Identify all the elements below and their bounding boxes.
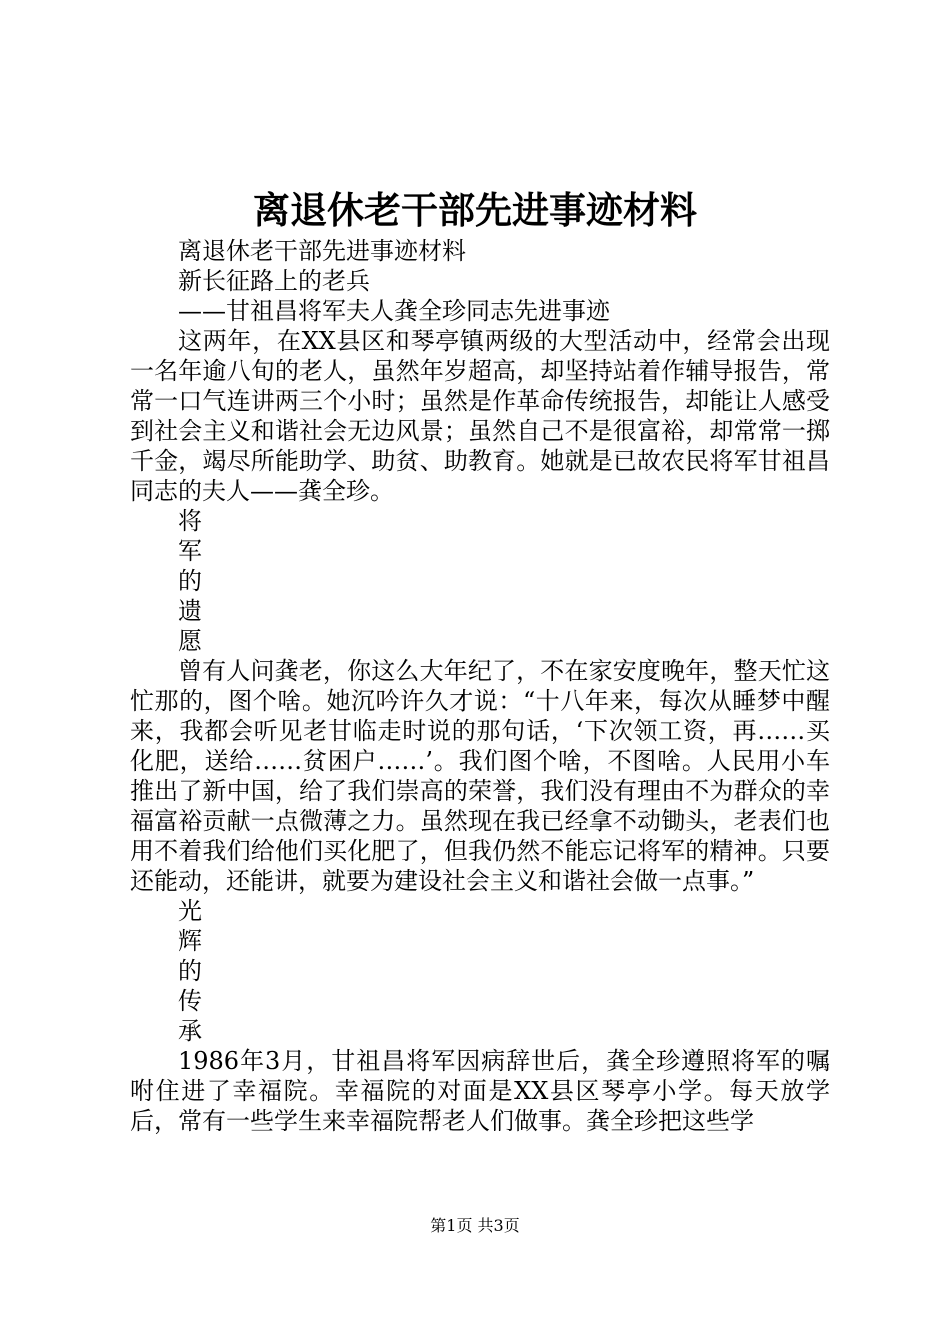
heading-char: 愿 bbox=[178, 627, 202, 655]
document-body bbox=[130, 236, 830, 1136]
paragraph-2: 曾有人问龚老，你这么大年纪了，不在家安度晚年，整天忙这忙那的，图个啥。她沉吟许久才说：“十八年来，每次从睡梦中醒来，我都会听见老甘临走时说的那句话，‘下次领工资，再……买化肥，送给……贫困户……’。我们图个啥，不图啥。人民用小车推出了新中国，给了我们崇高的荣誉，我们没有理由不为群众的幸福富裕贡献一点微薄之力。虽然现在我已经拿不动锄头，老表们也用不着我们给他们买化肥了，但我仍然不能忘记将军的精神。只要还能动，还能讲，就要为建设社会主义和谐社会做一点事。” bbox=[130, 657, 830, 895]
section-heading-inheritance bbox=[130, 896, 830, 1046]
heading-char: 遗 bbox=[178, 597, 202, 625]
heading-char: 的 bbox=[178, 957, 202, 985]
heading-char: 军 bbox=[178, 537, 202, 565]
paragraph-3: 1986年3月，甘祖昌将军因病辞世后，龚全珍遵照将军的嘱咐住进了幸福院。幸福院的对面是XX县区琴亭小学。每天放学后，常有一些学生来幸福院帮老人们做事。龚全珍把这些学 bbox=[130, 1047, 830, 1135]
header-line-2: 新长征路上的老兵 bbox=[178, 267, 370, 295]
heading-char: 辉 bbox=[178, 927, 202, 955]
heading-char: 的 bbox=[178, 567, 202, 595]
heading-char: 承 bbox=[178, 1017, 202, 1045]
heading-char: 传 bbox=[178, 987, 202, 1015]
header-line-3: ——甘祖昌将军夫人龚全珍同志先进事迹 bbox=[178, 297, 610, 325]
page-footer: 第1页 共3页 bbox=[430, 1216, 520, 1235]
heading-char: 将 bbox=[178, 507, 202, 535]
header-line-1: 离退休老干部先进事迹材料 bbox=[178, 237, 466, 265]
paragraph-1: 这两年，在XX县区和琴亭镇两级的大型活动中，经常会出现一名年逾八旬的老人，虽然年岁超高，却坚持站着作辅导报告，常常一口气连讲两三个小时；虽然是作革命传统报告，却能让人感受到社会主义和谐社会无边风景；虽然自己不是很富裕，却常常一掷千金，竭尽所能助学、助贫、助教育。她就是已故农民将军甘祖昌同志的夫人——龚全珍。 bbox=[130, 327, 830, 505]
heading-char: 光 bbox=[178, 897, 202, 925]
section-heading-legacy bbox=[130, 506, 830, 656]
document-title: 离退休老干部先进事迹材料 bbox=[253, 188, 697, 232]
